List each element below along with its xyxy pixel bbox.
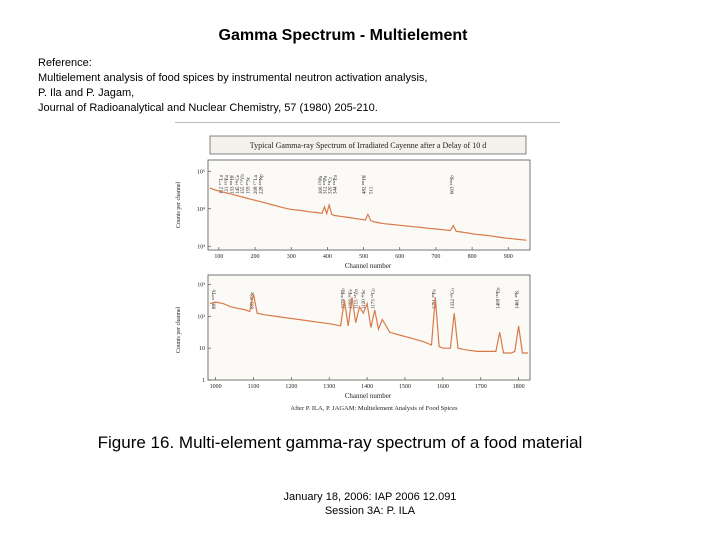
peak-label: 208 ¹⁷⁷Lu <box>253 174 259 194</box>
reference-block <box>38 56 427 116</box>
x-tick-label: 1000 <box>209 384 222 390</box>
peak-label: 112 ¹⁷⁷Lu <box>219 174 225 194</box>
x-tick-label: 1800 <box>512 384 525 390</box>
peak-label: 145 ¹⁴¹Ce <box>235 174 241 194</box>
y-tick-label: 1 <box>202 378 205 384</box>
x-tick-label: 1600 <box>436 384 449 390</box>
peak-label: 603 ¹²⁴Sb <box>450 175 456 194</box>
peak-label: 121 ¹⁵²Eu <box>224 174 230 194</box>
peak-label: 1076 ⁸⁶Rb <box>341 288 347 309</box>
y-tick-label: 10⁵ <box>196 169 205 176</box>
x-tick-label: 500 <box>359 254 369 260</box>
chart1-frame <box>208 160 530 250</box>
reference-title: Multielement analysis of food spices by instrumental neutron activation analysis, <box>38 72 428 84</box>
peak-label: 155 ¹⁷⁵Yb <box>241 174 247 194</box>
x-tick-label: 400 <box>322 254 332 260</box>
x-tick-label: 700 <box>431 254 441 260</box>
page-title: Gamma Spectrum - Multielement <box>218 27 468 44</box>
peak-label: 312 ²³³Pa <box>323 175 329 194</box>
reference-journal: Journal of Radioanalytical and Nuclear Chemistry, 57 (1980) 205-210. <box>38 102 378 114</box>
peak-label: 1173 ⁶⁰Co <box>371 288 377 309</box>
peak-label: 344 ¹⁵²Eu <box>333 174 339 194</box>
peak-label: 482 ¹⁸¹Hf <box>362 175 368 194</box>
x-tick-label: 1100 <box>247 384 260 390</box>
x-tick-label: 800 <box>467 254 477 260</box>
peak-label: 1408 ¹⁵²Eu <box>496 287 502 309</box>
peak-label: 1291 ⁵⁹Fe <box>432 289 438 309</box>
y-tick-label: 10² <box>197 314 205 321</box>
peak-label: 300 ²³³Pa <box>318 175 324 194</box>
y-tick-label: 10⁴ <box>196 206 205 213</box>
x-tick-label: 1200 <box>285 384 298 390</box>
chart1-xlabel: Channel number <box>344 262 392 270</box>
x-tick-label: 1300 <box>323 384 336 390</box>
y-tick-label: 10³ <box>197 282 205 289</box>
figure-caption: Figure 16. Multi-element gamma-ray spectrum of a food material <box>97 433 583 452</box>
x-tick-label: 1500 <box>398 384 411 390</box>
x-tick-label: 100 <box>214 254 224 260</box>
peak-label: 1461 ⁴⁰K <box>515 290 521 309</box>
x-tick-label: 300 <box>286 254 296 260</box>
peak-label: 511 <box>369 186 375 194</box>
spectrum-svg <box>170 130 540 413</box>
x-tick-label: 900 <box>503 254 513 260</box>
chart2-ylabel: Counts per channel <box>176 306 182 354</box>
chart2-frame <box>208 275 530 380</box>
peak-label: 1115 ⁶⁵Zn <box>354 289 360 309</box>
peak-label: 1120 ⁴⁶Sc <box>362 289 368 309</box>
chart2-xlabel: Channel number <box>344 392 392 400</box>
divider <box>175 122 560 123</box>
footer-session: Session 3A: P. ILA <box>324 505 416 517</box>
peak-label: 320 ⁵¹Cr <box>328 177 334 194</box>
figure-attribution: After P. ILA, P. JAGAM: Multielement Analysis of Food Spices <box>290 405 458 412</box>
footer <box>230 490 510 518</box>
x-tick-label: 600 <box>395 254 405 260</box>
y-tick-label: 10 <box>199 346 205 353</box>
peak-label: 885 ¹⁶⁰Tb <box>212 289 218 309</box>
y-tick-label: 10³ <box>197 244 205 251</box>
peak-label: 889 ⁴⁶Sc <box>250 291 256 309</box>
peak-label: 1332 ⁶⁰Co <box>451 288 457 309</box>
peak-label: 228 ²³⁹Np <box>259 174 265 194</box>
x-tick-label: 1400 <box>361 384 374 390</box>
x-tick-label: 1700 <box>474 384 487 390</box>
peak-label: 133 ¹⁸¹Hf <box>230 175 236 194</box>
chart1-title: Typical Gamma-ray Spectrum of Irradiated Cayenne after a Delay of 10 d <box>249 141 487 150</box>
footer-date: January 18, 2006: IAP 2006 12.091 <box>283 491 457 503</box>
reference-authors: P. Ila and P. Jagam, <box>38 87 135 99</box>
peak-label: 1099 ⁵⁹Fe <box>348 289 354 309</box>
reference-label: Reference: <box>38 57 92 69</box>
spectrum-figure <box>170 130 540 413</box>
chart1-ylabel: Counts per channel <box>176 181 182 229</box>
peak-label: 159 ⁴⁷Sc <box>246 176 252 194</box>
x-tick-label: 200 <box>250 254 260 260</box>
